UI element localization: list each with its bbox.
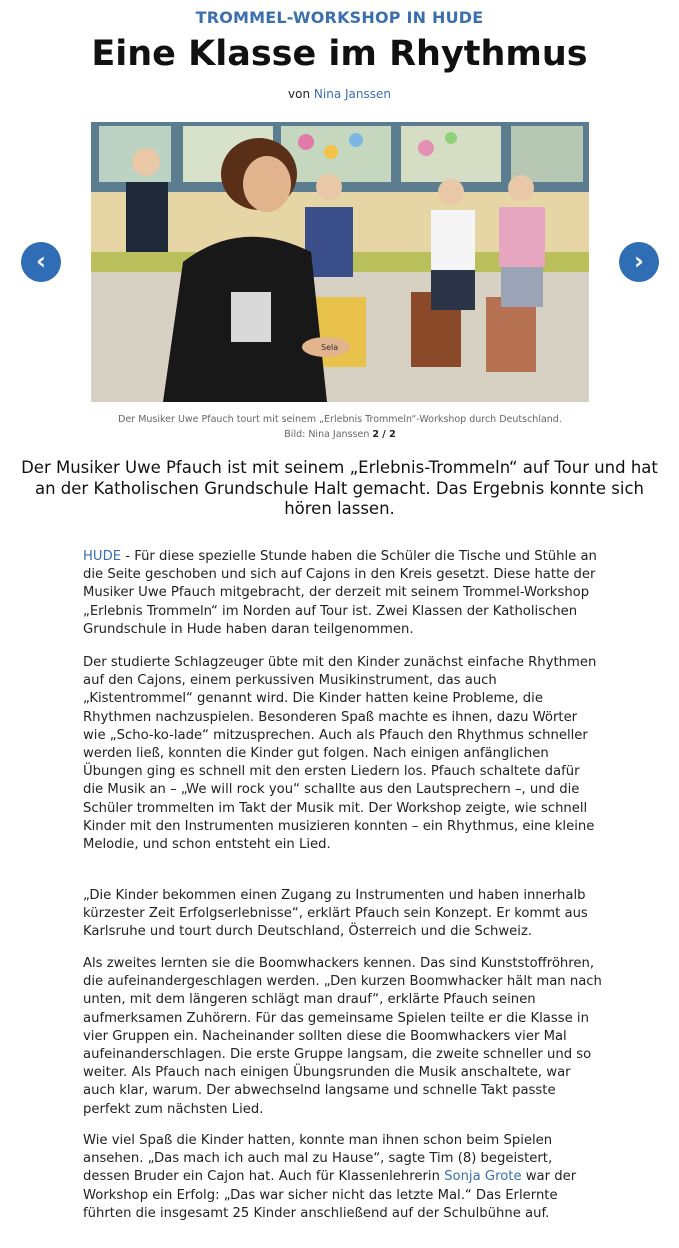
byline-prefix: von [288,87,311,101]
paragraph-4-text: Als zweites lernten sie die Boomwhackers kennen. Das sind Kunststoffröhren, die aufeinandergeschlagen werden. „Den kurzen Boomwhacker hält man nach unten, mit dem längeren schlägt man drauf“, erklärte Pfauch seinen aufmerksamen Zuhörern. Für das gemeinsame Spielen teilte er die Klasse in vier Gruppen ein. Nacheinander sollten diese die Boomwhackers vier Mal aufeinanderschlagen. Die erste Gruppe langsam, die zweite schneller und so weiter. Als Pfauch nach einigen Übungsrunden die Musik anschaltete, war auch klar, warum. Der abwechselnd langsame und schnelle Takt passte perfekt zum nächsten Lied. [83,956,602,1117]
paragraph-2-text: Der studierte Schlagzeuger übte mit den Kinder zunächst einfache Rhythmen auf den Cajons, einem perkussiven Musikinstrument, das auch „Kistentrommel“ genannt wird. Die Kinder hatten keine Probleme, die Rhythmen nachzuspielen. Besonderen Spaß machte es ihnen, dazu Wörter wie „Scho-ko-lade“ mitzusprechen. Auch als Pfauch den Rhythmus schneller werden ließ, konnten die Kinder gut folgen. Nach einigen anfänglichen Übungen ging es schnell mit den ersten Liedern los. Pfauch schaltete dafür die Musik an – „We will rock you“ schallte aus den Lautsprechern –, und die Schüler trommelten im Takt der Musik mit. Der Workshop zeigte, wie schnell Kinder mit den Instrumenten musizieren konnten – ein Rhythmus, eine kleine Melodie, und schon entsteht ein Lied. [83,655,597,853]
article-kicker: TROMMEL-WORKSHOP IN HUDE [195,8,484,27]
gallery-next-button[interactable] [619,242,659,282]
paragraph-3-text: „Die Kinder bekommen einen Zugang zu Instrumenten und haben innerhalb kürzester Zeit Erfolgserlebnisse“, erklärt Pfauch sein Konzept. Er kommt aus Karlsruhe und tourt durch Deutschland, Österreich und die Schweiz. [83,888,588,940]
article-paragraph-4 [83,955,603,1119]
article-byline [0,87,679,101]
gallery-prev-button[interactable] [21,242,61,282]
caption-text: Der Musiker Uwe Pfauch tourt mit seinem „Erlebnis Trommeln“-Workshop durch Deutschland. [118,414,562,425]
caption-credit-line [60,427,620,442]
paragraph-1-text: - Für diese spezielle Stunde haben die Schüler die Tische und Stühle an die Seite geschoben und sich auf Cajons in den Kreis gesetzt. Diese hatte der Musiker Uwe Pfauch mitgebracht, der derzeit mit seinem Trommel-Workshop „Erlebnis Trommeln“ im Norden auf Tour ist. Zwei Klassen der Katholischen Grundschule in Hude haben daran teilgenommen. [83,549,597,637]
chevron-left-icon: ‹ [36,247,46,275]
article-paragraph-2 [83,654,603,854]
article-paragraph-5 [83,1132,603,1223]
dateline-place: HUDE [83,549,122,564]
article-lead: Der Musiker Uwe Pfauch ist mit seinem „Erlebnis-Trommeln“ auf Tour und hat an der Katholischen Grundschule Halt gemacht. Das Ergebnis konnte sich hören lassen. [21,458,658,518]
photo-credit: Bild: Nina Janssen [284,429,370,440]
article-paragraph-1 [83,548,603,639]
paragraph-5-text-a: Wie viel Spaß die Kinder hatten, konnte man ihnen schon beim Spielen ansehen. „Das mach ich auch mal zu Hause“, sagte Tim (8) begeistert, dessen Bruder ein Cajon hat. Auch für Klassenlehrerin [83,1133,553,1185]
gallery-counter: 2 / 2 [372,429,396,440]
gallery-photo [91,122,589,402]
article-paragraph-3 [83,887,603,942]
paragraph-5-text-b: war der Workshop ein Erfolg: „Das war sicher nicht das letzte Mal.“ Das Erlernte führten die insgesamt 25 Kinder anschließend auf der Schulbühne auf. [83,1169,577,1221]
article-headline: Eine Klasse im Rhythmus [91,34,588,74]
chevron-right-icon: › [634,247,644,275]
teacher-link[interactable]: Sonja Grote [444,1169,522,1185]
cajon-brand-label: Sela [321,343,339,352]
author-link[interactable]: Nina Janssen [313,87,391,101]
gallery-caption [60,412,620,442]
classroom-photo-illustration [91,122,589,402]
